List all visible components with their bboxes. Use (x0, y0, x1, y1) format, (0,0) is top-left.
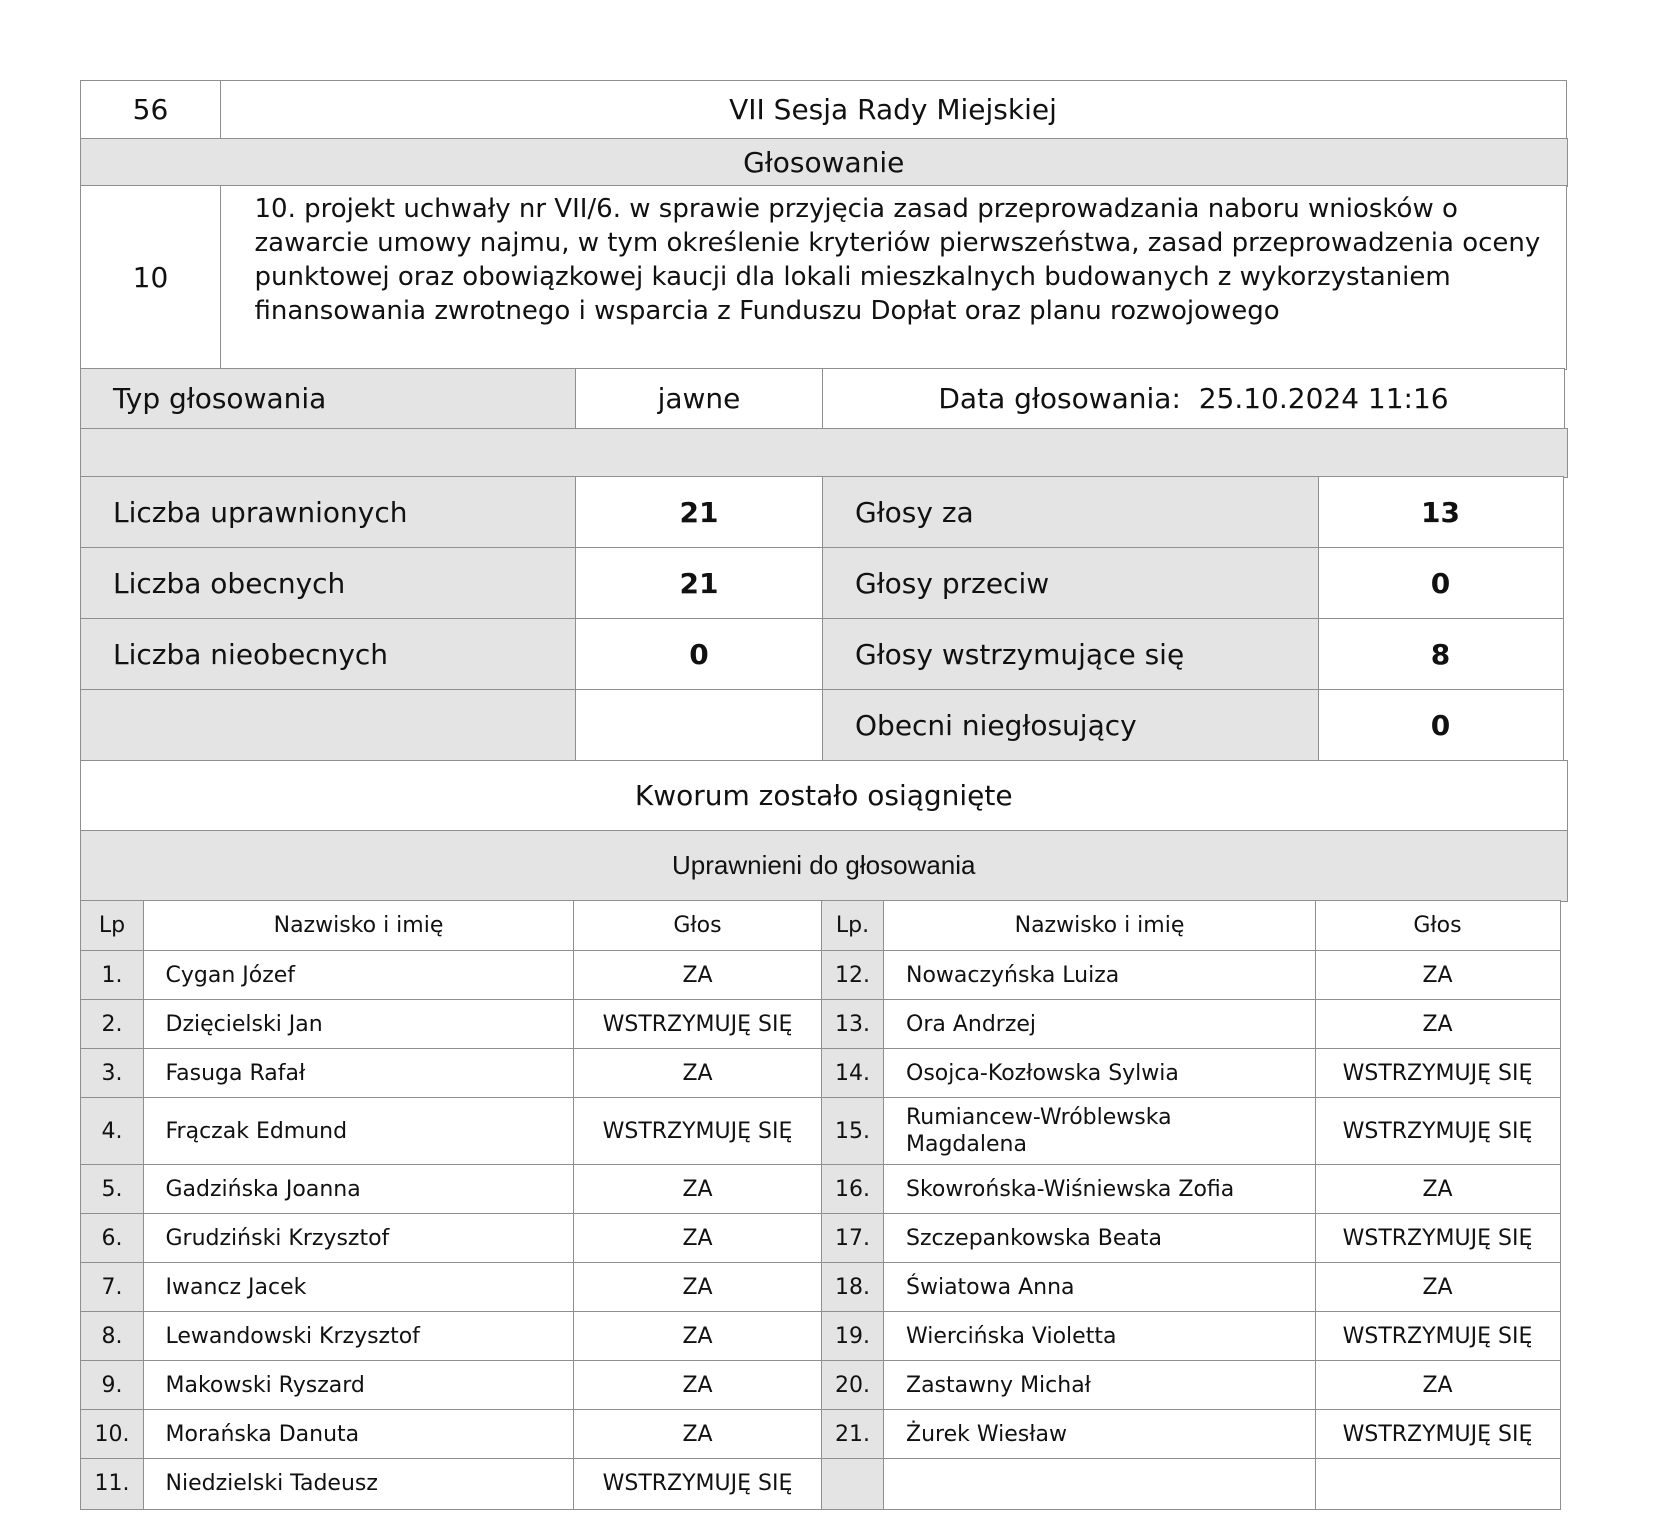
empty-cell (80, 689, 576, 762)
col-name: Nazwisko i imię (143, 900, 575, 952)
stats-row (80, 618, 1566, 689)
name-cell: Makowski Ryszard (143, 1360, 575, 1411)
table-row (80, 1048, 1566, 1097)
session-number: 56 (80, 80, 221, 140)
vote-type-label: Typ głosowania (80, 368, 576, 430)
vote-cell: ZA (573, 1360, 822, 1411)
lp-cell: 7. (80, 1262, 144, 1313)
table-row (80, 1164, 1566, 1213)
voters-title: Uprawnieni do głosowania (80, 830, 1568, 902)
name-cell: Iwancz Jacek (143, 1262, 575, 1313)
col-name: Nazwisko i imię (883, 900, 1316, 952)
quorum-status: Kworum zostało osiągnięte (80, 760, 1568, 832)
present-not-voting-value: 0 (1318, 689, 1564, 762)
lp-cell: 2. (80, 999, 144, 1050)
vote-cell: WSTRZYMUJĘ SIĘ (573, 1097, 822, 1166)
lp-cell: 20. (821, 1360, 885, 1411)
table-row (80, 1262, 1566, 1311)
table-row (80, 1311, 1566, 1360)
lp-cell: 3. (80, 1048, 144, 1099)
name-cell: Frączak Edmund (143, 1097, 575, 1166)
table-row (80, 1213, 1566, 1262)
lp-cell: 8. (80, 1311, 144, 1362)
col-lp: Lp. (821, 900, 885, 952)
lp-cell: 5. (80, 1164, 144, 1215)
section-title: Głosowanie (80, 138, 1568, 187)
name-cell: Zastawny Michał (883, 1360, 1316, 1411)
vote-cell: ZA (573, 1311, 822, 1362)
table-row (80, 1458, 1566, 1508)
abstain-value: 8 (1318, 618, 1564, 691)
vote-cell: WSTRZYMUJĘ SIĘ (1315, 1409, 1561, 1460)
lp-cell: 18. (821, 1262, 885, 1313)
name-cell: Dzięcielski Jan (143, 999, 575, 1050)
voting-record (80, 80, 1566, 1508)
lp-cell: 14. (821, 1048, 885, 1099)
col-vote: Głos (1315, 900, 1561, 952)
vote-date-value: 25.10.2024 11:16 (1198, 382, 1449, 416)
session-title: VII Sesja Rady Miejskiej (220, 80, 1567, 140)
against-label: Głosy przeciw (822, 547, 1319, 620)
present-label: Liczba obecnych (80, 547, 576, 620)
absent-label: Liczba nieobecnych (80, 618, 576, 691)
table-row (80, 1097, 1566, 1164)
for-value: 13 (1318, 476, 1564, 549)
vote-cell: ZA (1315, 1164, 1561, 1215)
item-number: 10 (80, 185, 221, 370)
against-value: 0 (1318, 547, 1564, 620)
lp-cell: 6. (80, 1213, 144, 1264)
for-label: Głosy za (822, 476, 1319, 549)
name-cell: Niedzielski Tadeusz (143, 1458, 575, 1510)
stats-row (80, 476, 1566, 547)
spacer-bar (80, 428, 1568, 478)
eligible-label: Liczba uprawnionych (80, 476, 576, 549)
agenda-item (80, 185, 1566, 368)
item-title: 10. projekt uchwały nr VII/6. w sprawie przyjęcia zasad przeprowadzania naboru wniosków o zawarcie umowy najmu, w tym określenie kryteriów pierwszeństwa, zasad przeprowadzenia oceny punktowej oraz obowiązkowej kaucji dla lokali mieszkalnych budowanych z wykorzystaniem finansowania zwrotnego i wsparcia z Funduszu Dopłat oraz planu rozwojowego (220, 185, 1567, 370)
lp-cell: 10. (80, 1409, 144, 1460)
present-not-voting-label: Obecni niegłosujący (822, 689, 1319, 762)
vote-cell: ZA (573, 1213, 822, 1264)
name-cell: Wiercińska Violetta (883, 1311, 1316, 1362)
vote-cell: ZA (1315, 1262, 1561, 1313)
lp-cell: 12. (821, 950, 885, 1001)
name-cell: Światowa Anna (883, 1262, 1316, 1313)
lp-cell: 9. (80, 1360, 144, 1411)
lp-cell: 13. (821, 999, 885, 1050)
name-cell: Ora Andrzej (883, 999, 1316, 1050)
name-cell: Nowaczyńska Luiza (883, 950, 1316, 1001)
absent-value: 0 (575, 618, 824, 691)
name-cell: Szczepankowska Beata (883, 1213, 1316, 1264)
vote-date (822, 368, 1565, 430)
lp-cell: 21. (821, 1409, 885, 1460)
stats-row (80, 689, 1566, 760)
vote-cell: ZA (573, 950, 822, 1001)
vote-type-value: jawne (575, 368, 824, 430)
vote-date-label: Data głosowania: (938, 382, 1181, 416)
name-cell: Fasuga Rafał (143, 1048, 575, 1099)
vote-cell: WSTRZYMUJĘ SIĘ (1315, 1048, 1561, 1099)
col-vote: Głos (573, 900, 822, 952)
name-cell: Grudziński Krzysztof (143, 1213, 575, 1264)
name-cell: Morańska Danuta (143, 1409, 575, 1460)
name-cell: Gadzińska Joanna (143, 1164, 575, 1215)
vote-cell: ZA (573, 1409, 822, 1460)
vote-cell: ZA (1315, 1360, 1561, 1411)
name-cell: Cygan Józef (143, 950, 575, 1001)
eligible-value: 21 (575, 476, 824, 549)
empty-cell (575, 689, 824, 762)
name-cell: Osojca-Kozłowska Sylwia (883, 1048, 1316, 1099)
lp-cell: 19. (821, 1311, 885, 1362)
lp-cell: 15. (821, 1097, 885, 1166)
col-lp: Lp (80, 900, 144, 952)
table-row (80, 950, 1566, 999)
present-value: 21 (575, 547, 824, 620)
vote-cell: ZA (1315, 950, 1561, 1001)
name-cell: Lewandowski Krzysztof (143, 1311, 575, 1362)
vote-cell: ZA (573, 1262, 822, 1313)
vote-cell: WSTRZYMUJĘ SIĘ (573, 999, 822, 1050)
table-row (80, 1409, 1566, 1458)
table-row (80, 999, 1566, 1048)
vote-cell (1315, 1458, 1561, 1510)
name-cell: Rumiancew-Wróblewska Magdalena (883, 1097, 1316, 1166)
vote-cell: ZA (1315, 999, 1561, 1050)
vote-cell: WSTRZYMUJĘ SIĘ (1315, 1097, 1561, 1166)
voters-table (80, 950, 1566, 1508)
voters-header (80, 900, 1566, 950)
lp-cell: 17. (821, 1213, 885, 1264)
lp-cell (821, 1458, 885, 1510)
name-cell: Skowrońska-Wiśniewska Zofia (883, 1164, 1316, 1215)
vote-cell: WSTRZYMUJĘ SIĘ (1315, 1213, 1561, 1264)
lp-cell: 16. (821, 1164, 885, 1215)
vote-type-row (80, 368, 1566, 428)
name-cell (883, 1458, 1316, 1510)
table-row (80, 1360, 1566, 1409)
lp-cell: 1. (80, 950, 144, 1001)
vote-cell: WSTRZYMUJĘ SIĘ (573, 1458, 822, 1510)
vote-cell: ZA (573, 1164, 822, 1215)
lp-cell: 4. (80, 1097, 144, 1166)
lp-cell: 11. (80, 1458, 144, 1510)
vote-cell: WSTRZYMUJĘ SIĘ (1315, 1311, 1561, 1362)
name-cell: Żurek Wiesław (883, 1409, 1316, 1460)
vote-cell: ZA (573, 1048, 822, 1099)
abstain-label: Głosy wstrzymujące się (822, 618, 1319, 691)
session-header (80, 80, 1566, 138)
stats-row (80, 547, 1566, 618)
